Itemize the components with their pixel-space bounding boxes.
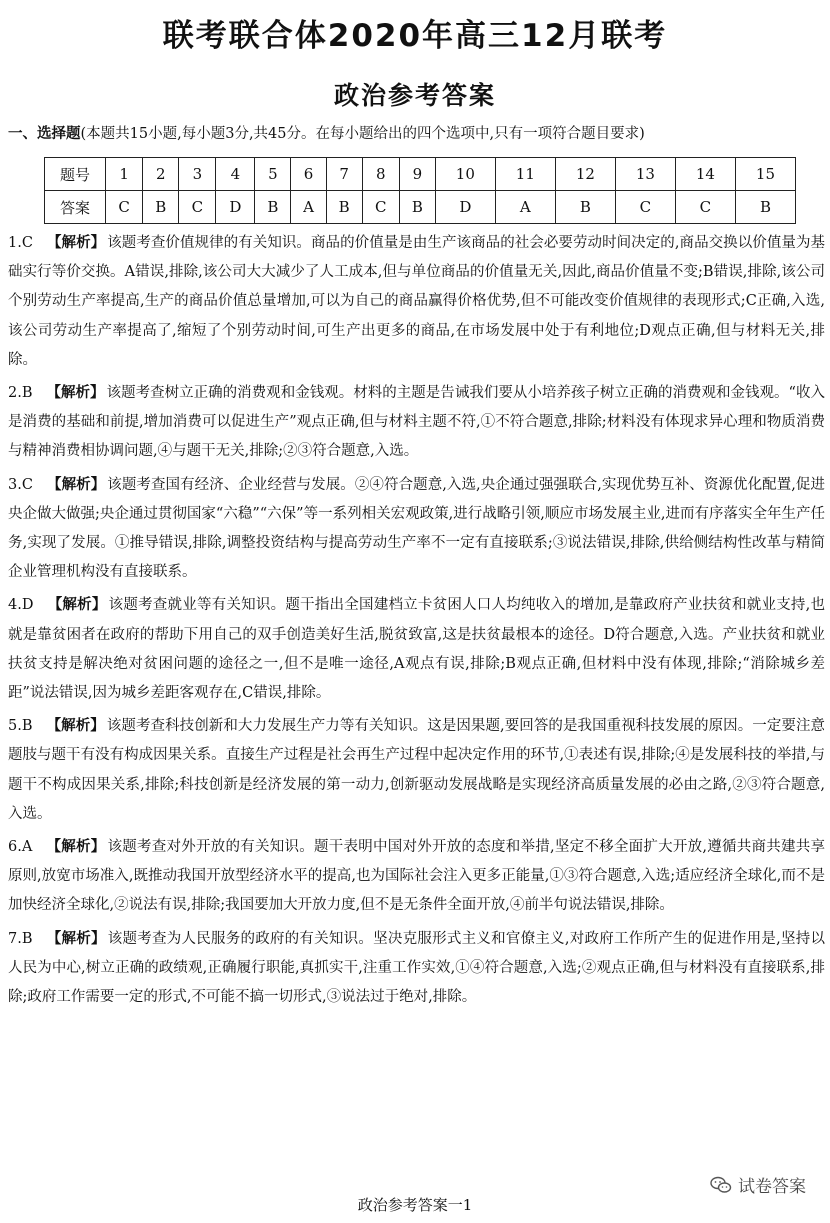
table-row-answers	[45, 191, 796, 224]
question-number: 7	[326, 158, 362, 191]
question-number: 3	[179, 158, 216, 191]
explanation-item	[8, 833, 825, 921]
explanation-item	[8, 229, 825, 375]
item-text: 该题考查就业等有关知识。题干指出全国建档立卡贫困人口人均纯收入的增加,是靠政府产业扶贫和就业支持,也就是靠贫困者在政府的帮助下用自己的双手创造美好生活,脱贫致富,这是扶贫最根本的途径。D符合题意,入选。产业扶贫和就业扶贫支持是解决绝对贫困问题的途径之一,但不是唯一途径,A观点有误,排除;B观点正确,但材料中没有体现,排除;“消除城乡差距”说法错误,因为城乡差距客观存在,C错误,排除。	[8, 597, 825, 702]
section-heading	[8, 122, 823, 143]
answer-cell: B	[399, 191, 435, 224]
question-number: 9	[399, 158, 435, 191]
answer-cell: B	[326, 191, 362, 224]
question-number: 10	[435, 158, 495, 191]
question-number: 15	[735, 158, 795, 191]
item-text: 该题考查价值规律的有关知识。商品的价值量是由生产该商品的社会必要劳动时间决定的,商品交换以价值量为基础实行等价交换。A错误,排除,该公司大大减少了人工成本,但与单位商品的价值量无关,因此,商品价值量不变;B错误,排除,该公司个别劳动生产率提高,生产的商品价值总量增加,可以为自己的商品赢得价格优势,但不可能改变价值规律的表现形式;C正确,入选,该公司劳动生产率提高了,缩短了个别劳动时间,可生产出更多的商品,在市场发展中处于有利地位;D观点正确,但与材料无关,排除。	[8, 235, 826, 368]
item-number: 4.D	[8, 597, 34, 614]
question-number: 2	[143, 158, 179, 191]
question-number: 6	[291, 158, 326, 191]
page-title: 联考联合体2020年高三12月联考	[162, 18, 668, 54]
item-text: 该题考查为人民服务的政府的有关知识。坚决克服形式主义和官僚主义,对政府工作所产生的促进作用是,坚持以人民为中心,树立正确的政绩观,正确履行职能,真抓实干,注重工作实效,①④符合题意,入选;②观点正确,但与材料没有直接联系,排除;政府工作需要一定的形式,不可能不搞一切形式,③说法过于绝对,排除。	[8, 930, 825, 1006]
explanation-item	[8, 712, 825, 829]
answer-cell: B	[735, 191, 795, 224]
answer-cell: C	[106, 191, 143, 224]
item-text: 该题考查对外开放的有关知识。题干表明中国对外开放的态度和举措,坚定不移全面扩大开放,遵循共商共建共享原则,放宽市场准入,既推动我国开放型经济水平的提高,也为国际社会注入更多正能量,①③符合题意,入选;适应经济全球化,而不是加快经济全球化,②说法有误,排除;我国要加大开放力度,但不是无条件全面开放,④前半句说法错误,排除。	[8, 839, 825, 914]
question-number: 14	[675, 158, 735, 191]
answer-cell: B	[143, 191, 179, 224]
question-number: 8	[362, 158, 399, 191]
analysis-tag: 【解析】	[46, 385, 105, 402]
question-number: 12	[555, 158, 615, 191]
answer-cell: C	[362, 191, 399, 224]
page-subtitle: 政治参考答案	[333, 81, 496, 110]
item-text: 该题考查树立正确的消费观和金钱观。材料的主题是告诫我们要从小培养孩子树立正确的消费观和金钱观。“收入是消费的基础和前提,增加消费可以促进生产”观点正确,但与材料主题不符,①不符合题意,排除;材料没有体现求异心理和物质消费与精神消费相协调问题,④与题干无关,排除;②③符合题意,入选。	[8, 385, 825, 460]
explanation-item	[8, 471, 825, 588]
table-row-numbers	[45, 158, 796, 191]
item-number: 2.B	[8, 385, 33, 402]
section-label: 一、选择题	[8, 126, 81, 142]
section-instruction: (本题共15小题,每小题3分,共45分。在每小题给出的四个选项中,只有一项符合题目要求)	[80, 126, 645, 142]
item-text: 该题考查科技创新和大力发展生产力等有关知识。这是因果题,要回答的是我国重视科技发展的原因。一定要注意题肢与题干有没有构成因果关系。直接生产过程是社会再生产过程中起决定作用的环节,①表述有误,排除;④是发展科技的举措,与题干不构成因果关系,排除;科技创新是经济发展的第一动力,创新驱动发展战略是实现经济高质量发展的必由之路,②③符合题意,入选。	[8, 718, 826, 822]
analysis-tag: 【解析】	[46, 930, 106, 947]
item-number: 7.B	[8, 930, 33, 947]
explanation-item	[8, 591, 825, 708]
item-text: 该题考查国有经济、企业经营与发展。②④符合题意,入选,央企通过强强联合,实现优势互补、资源优化配置,促进央企做大做强;央企通过贯彻国家“六稳”“六保”等一系列相关宏观政策,进行战略引领,顺应市场发展主业,进而有序落实全年生产任务,实现了发展。①推导错误,排除,调整投资结构与提高劳动生产率不一定有直接联系;③说法错误,排除,供给侧结构性改革与精简企业管理机构没有直接联系。	[8, 476, 825, 581]
analysis-tag: 【解析】	[46, 476, 106, 493]
page-footer: 政治参考答案一1	[357, 1196, 473, 1214]
question-number: 4	[216, 158, 255, 191]
answer-cell: C	[179, 191, 216, 224]
answer-cell: D	[435, 191, 495, 224]
analysis-tag: 【解析】	[46, 235, 106, 251]
explanation-item	[8, 379, 825, 467]
item-number: 6.A	[8, 839, 33, 856]
question-number: 13	[615, 158, 675, 191]
table-header-number: 题号	[45, 158, 106, 191]
answer-cell: B	[555, 191, 615, 224]
answer-cell: D	[216, 191, 255, 224]
answer-cell: B	[255, 191, 291, 224]
watermark-text: 试卷答案	[738, 1177, 806, 1197]
explanation-item	[8, 925, 825, 1013]
item-number: 1.C	[8, 235, 33, 251]
explanation-list	[8, 229, 825, 1016]
item-number: 3.C	[8, 476, 33, 493]
question-number: 5	[255, 158, 291, 191]
analysis-tag: 【解析】	[46, 839, 106, 856]
item-number: 5.B	[8, 718, 33, 735]
table-header-answer: 答案	[45, 191, 106, 224]
question-number: 1	[106, 158, 143, 191]
answer-cell: A	[495, 191, 555, 224]
answer-cell: A	[291, 191, 326, 224]
analysis-tag: 【解析】	[46, 718, 105, 735]
answer-cell: C	[615, 191, 675, 224]
answer-cell: C	[675, 191, 735, 224]
analysis-tag: 【解析】	[47, 597, 107, 614]
question-number: 11	[495, 158, 555, 191]
wechat-icon	[710, 1176, 732, 1194]
answer-table	[44, 157, 796, 224]
